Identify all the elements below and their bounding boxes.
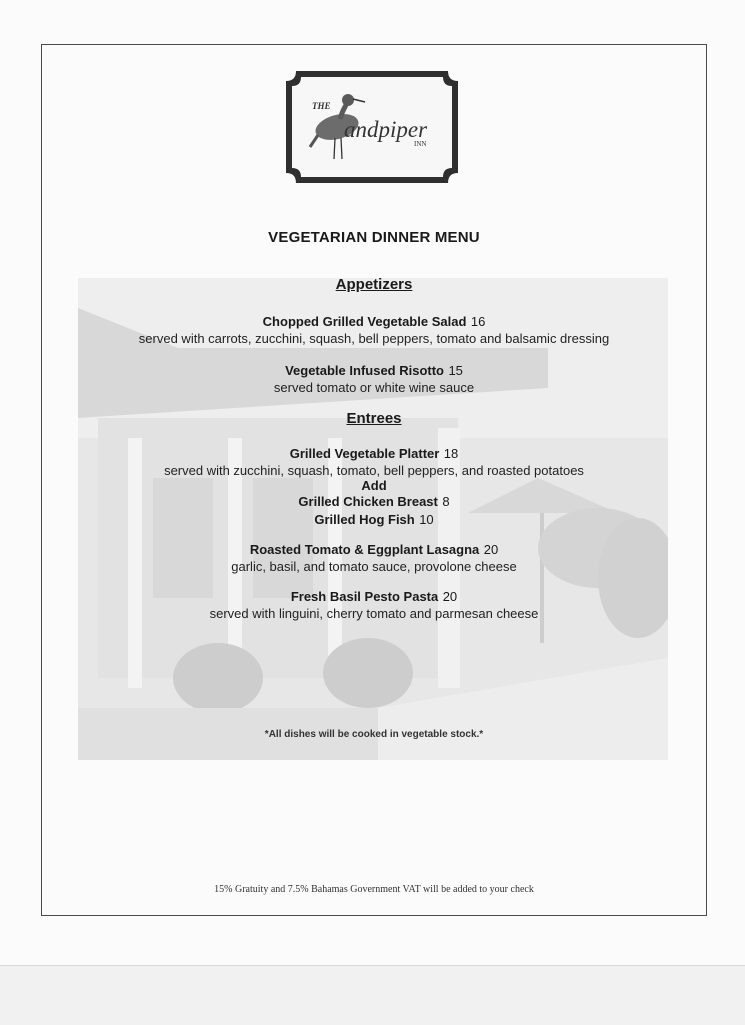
entree-item — [41, 588, 707, 621]
entrees-heading: Entrees — [346, 410, 402, 427]
dish-price: 20 — [442, 589, 458, 604]
dish-description: served tomato or white wine sauce — [273, 380, 475, 395]
dish-description: served with linguini, cherry tomato and parmesan cheese — [209, 606, 539, 621]
entree-item — [41, 541, 707, 574]
addon-name: Grilled Hog Fish — [314, 512, 415, 527]
logo-inn: INN — [414, 140, 427, 148]
dish-name: Grilled Vegetable Platter — [289, 446, 440, 461]
dish-name: Fresh Basil Pesto Pasta — [290, 589, 439, 604]
dish-description: served with carrots, zucchini, squash, bell peppers, tomato and balsamic dressing — [138, 331, 610, 346]
scan-bottom-strip — [0, 965, 745, 1025]
dish-name: Chopped Grilled Vegetable Salad — [262, 314, 467, 329]
addon-price: 8 — [442, 494, 450, 509]
logo-name: andpiper — [344, 117, 428, 142]
stock-note: *All dishes will be cooked in vegetable stock.* — [264, 729, 484, 740]
dish-price: 15 — [448, 363, 463, 378]
appetizer-item — [41, 362, 707, 395]
gratuity-footer: 15% Gratuity and 7.5% Bahamas Government VAT will be added to your check — [214, 884, 534, 895]
dish-description: garlic, basil, and tomato sauce, provolone cheese — [231, 559, 517, 574]
dish-name: Roasted Tomato & Eggplant Lasagna — [249, 542, 480, 557]
appetizer-item — [41, 313, 707, 346]
addon-name: Grilled Chicken Breast — [298, 494, 438, 509]
menu-title: VEGETARIAN DINNER MENU — [268, 229, 480, 246]
addon-price: 10 — [419, 512, 434, 527]
dish-price: 16 — [470, 314, 486, 329]
dish-description: served with zucchini, squash, tomato, bell peppers, and roasted potatoes — [164, 463, 584, 478]
dish-name: Vegetable Infused Risotto — [285, 363, 444, 378]
dish-price: 18 — [443, 446, 459, 461]
logo-the: THE — [312, 101, 331, 111]
entree-item — [41, 445, 707, 529]
dish-price: 20 — [483, 542, 499, 557]
add-label: Add — [361, 478, 387, 493]
appetizers-heading: Appetizers — [335, 276, 413, 293]
